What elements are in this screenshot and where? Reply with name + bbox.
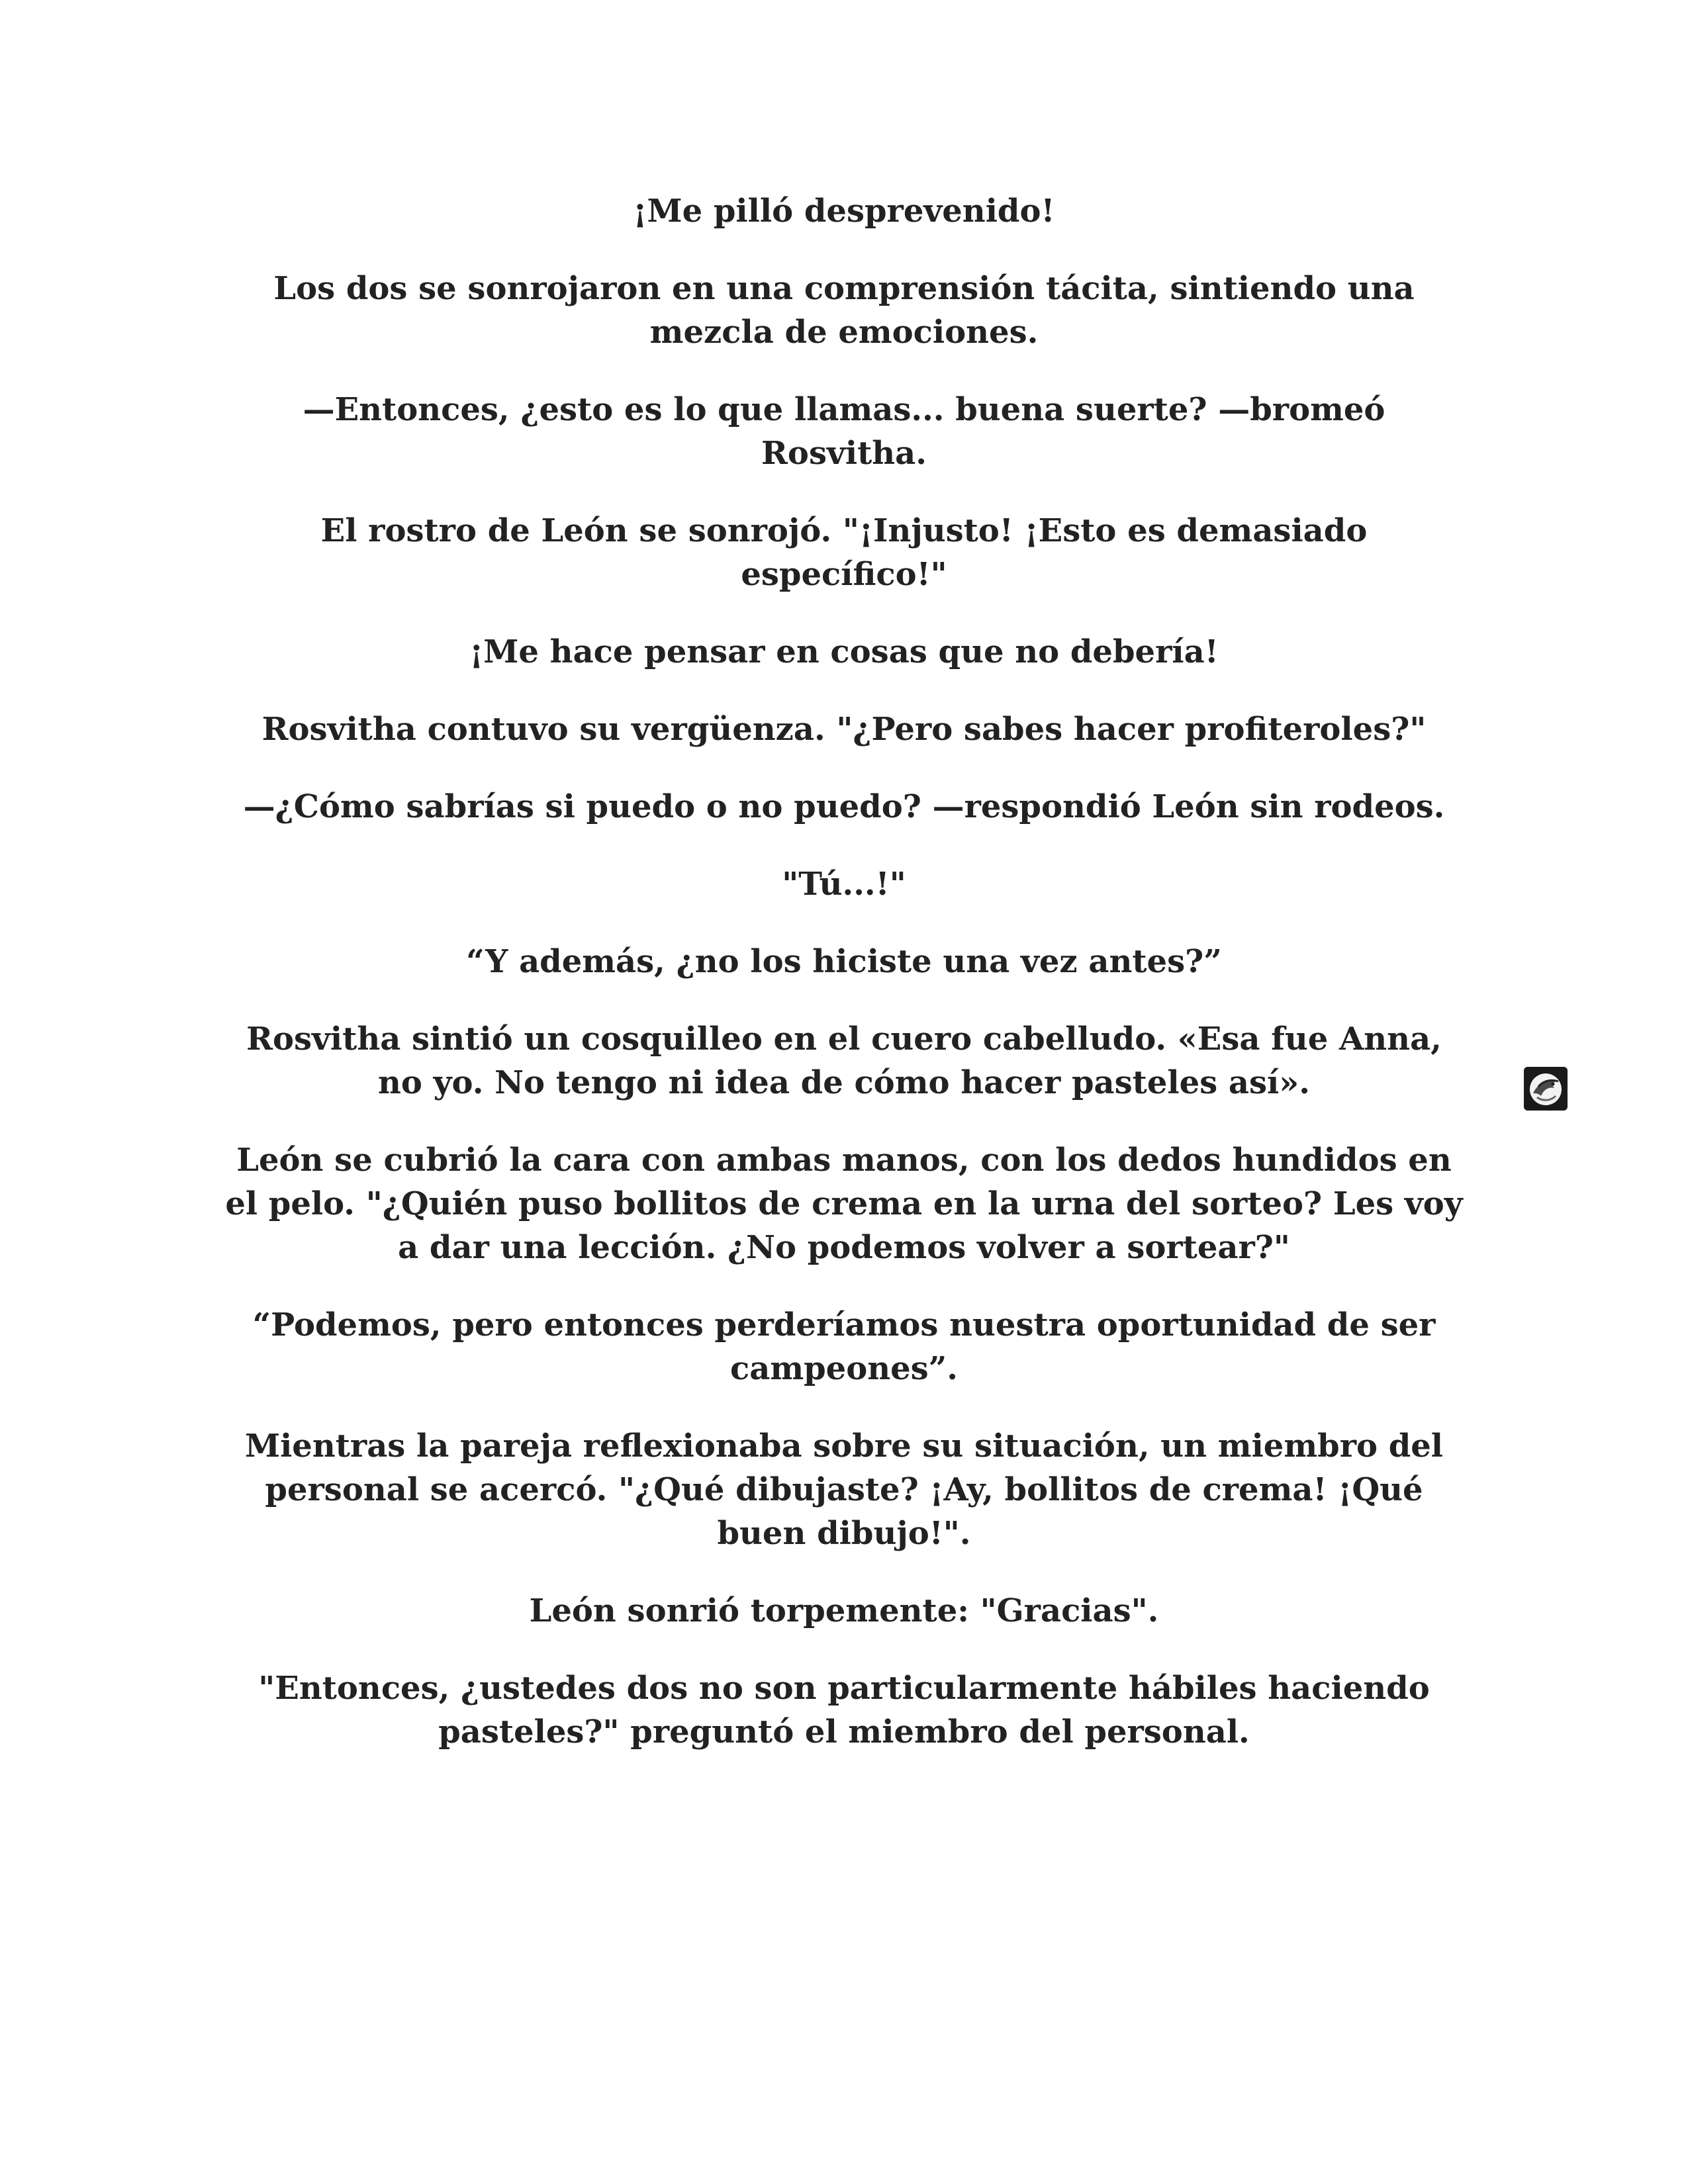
chapter-text (225, 189, 1463, 1788)
paragraph: Rosvitha sintió un cosquilleo en el cuero cabelludo. «Esa fue Anna, no yo. No tengo ni idea de cómo hacer pasteles así». (246, 1021, 1442, 1101)
paragraph: Mientras la pareja reflexionaba sobre su situación, un miembro del personal se acercó. "¿Qué dibujaste? ¡Ay, bollitos de crema! ¡Qué buen dibujo!". (244, 1428, 1444, 1552)
paragraph: Rosvitha contuvo su vergüenza. "¿Pero sabes hacer profiteroles?" (261, 711, 1427, 748)
paragraph: —¿Cómo sabrías si puedo o no puedo? —respondió León sin rodeos. (243, 788, 1445, 825)
paragraph: “Y además, ¿no los hiciste una vez antes?” (466, 943, 1222, 980)
paragraph: “Podemos, pero entonces perderíamos nuestra oportunidad de ser campeones”. (252, 1306, 1436, 1387)
paragraph: Los dos se sonrojaron en una comprensión tácita, sintiendo una mezcla de emociones. (273, 270, 1415, 351)
paragraph: "Tú...!" (782, 866, 906, 903)
paragraph: —Entonces, ¿esto es lo que llamas... buena suerte? —bromeó Rosvitha. (303, 391, 1385, 472)
paragraph: León se cubrió la cara con ambas manos, con los dedos hundidos en el pelo. "¿Quién puso bollitos de crema en la urna del sorteo? Les voy a dar una lección. ¿No podemos volver a sortear?" (225, 1142, 1463, 1266)
dragon-logo-icon (1524, 1067, 1568, 1111)
paragraph: ¡Me pilló desprevenido! (633, 193, 1055, 230)
paragraph: León sonrió torpemente: "Gracias". (529, 1592, 1159, 1629)
paragraph: ¡Me hace pensar en cosas que no debería! (469, 633, 1219, 670)
paragraph: El rostro de León se sonrojó. "¡Injusto! ¡Esto es demasiado específico!" (320, 512, 1368, 593)
paragraph: "Entonces, ¿ustedes dos no son particularmente hábiles haciendo pasteles?" preguntó el miembro del personal. (258, 1670, 1430, 1751)
